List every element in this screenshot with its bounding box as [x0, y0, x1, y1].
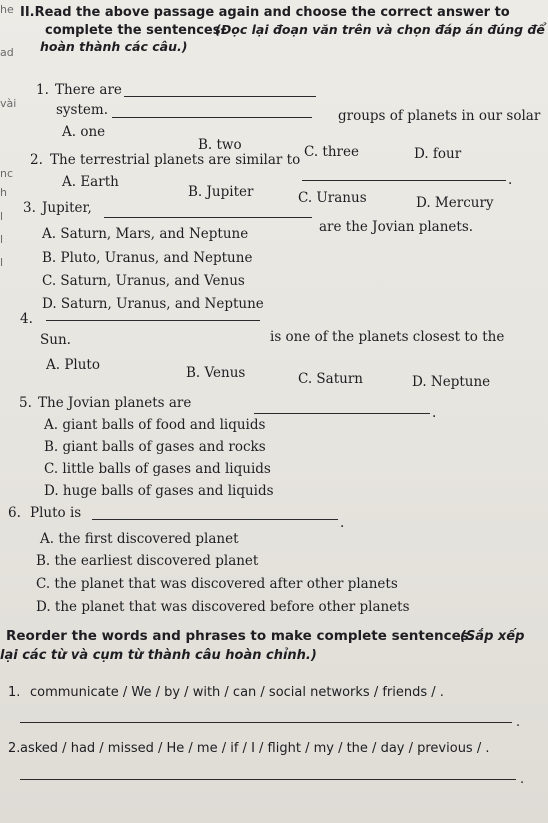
margin-fragment: vài [0, 97, 17, 110]
option-c[interactable]: C. Uranus [298, 190, 367, 206]
question-number: 3. [23, 200, 36, 216]
option-a[interactable]: A. giant balls of food and liquids [44, 417, 266, 433]
option-b[interactable]: B. Pluto, Uranus, and Neptune [42, 250, 253, 266]
reorder-title-vi-cont: lại các từ và cụm từ thành câu hoàn chỉnh.) [0, 648, 317, 663]
question-end: . [340, 515, 345, 531]
answer-blank[interactable] [104, 217, 312, 218]
section-ii-title-vi: (Đọc lại đoạn văn trên và chọn đáp án đúng để [215, 22, 545, 37]
question-tail: Sun. [40, 332, 71, 348]
option-d[interactable]: D. Mercury [416, 195, 494, 211]
option-b[interactable]: B. two [198, 137, 242, 153]
reorder-prompt: communicate / We / by / with / can / social networks / friends / . [30, 685, 444, 700]
option-a[interactable]: A. one [62, 124, 106, 140]
question-number: 4. [20, 311, 33, 327]
reorder-number: 2. [8, 741, 21, 756]
option-d[interactable]: D. the planet that was discovered before other planets [36, 599, 410, 615]
option-b[interactable]: B. Jupiter [188, 184, 254, 200]
question-tail-right: are the Jovian planets. [319, 219, 474, 235]
margin-fragment: nc [0, 167, 14, 180]
reorder-number: 1. [8, 685, 21, 700]
option-b[interactable]: B. giant balls of gases and rocks [44, 439, 266, 455]
question-number: 6. [8, 505, 21, 521]
question-end: . [508, 172, 513, 188]
option-c[interactable]: C. three [304, 144, 359, 160]
option-c[interactable]: C. Saturn [298, 371, 363, 387]
question-number: 1. [36, 82, 49, 98]
option-c[interactable]: C. Saturn, Uranus, and Venus [42, 273, 245, 289]
option-a[interactable]: A. the first discovered planet [40, 531, 239, 547]
answer-blank[interactable] [92, 519, 338, 520]
question-tail-right: is one of the planets closest to the [270, 329, 505, 345]
option-a[interactable]: A. Saturn, Mars, and Neptune [42, 226, 249, 242]
reorder-title: Reorder the words and phrases to make complete sentences. [6, 628, 474, 644]
answer-blank[interactable] [46, 320, 260, 321]
margin-fragment: l [0, 233, 4, 246]
section-ii-title-vi-cont: hoàn thành các câu.) [40, 39, 188, 54]
option-c[interactable]: C. little balls of gases and liquids [44, 461, 271, 477]
option-d[interactable]: D. Neptune [412, 374, 491, 390]
reorder-title-vi: (Sắp xếp [460, 629, 525, 644]
question-number: 2. [30, 152, 43, 168]
answer-line[interactable] [20, 779, 516, 780]
margin-fragment: he [0, 3, 14, 16]
question-lead: The terrestrial planets are similar to [50, 152, 301, 168]
question-end: . [432, 405, 437, 421]
margin-fragment: ad [0, 46, 14, 59]
question-tail: system. [56, 102, 108, 118]
option-c[interactable]: C. the planet that was discovered after other planets [36, 576, 398, 592]
answer-line[interactable] [20, 722, 512, 723]
section-ii-title: II.Read the above passage again and choose the correct answer to [20, 5, 510, 20]
section-ii-title-cont: complete the sentences. [45, 23, 226, 38]
margin-fragment: l [0, 210, 4, 223]
margin-fragment: h [0, 186, 7, 199]
answer-blank[interactable] [112, 117, 312, 118]
option-d[interactable]: D. four [414, 146, 462, 162]
question-lead: The Jovian planets are [38, 395, 192, 411]
question-tail-right: groups of planets in our solar [338, 108, 541, 124]
reorder-prompt: asked / had / missed / He / me / if / I / flight / my / the / day / previous / . [20, 741, 490, 756]
question-lead: Jupiter, [42, 200, 92, 216]
option-d[interactable]: D. huge balls of gases and liquids [44, 483, 274, 499]
option-d[interactable]: D. Saturn, Uranus, and Neptune [42, 296, 264, 312]
question-lead: Pluto is [30, 505, 82, 521]
margin-fragment: l [0, 256, 4, 269]
answer-blank[interactable] [124, 96, 316, 97]
question-number: 5. [19, 395, 32, 411]
option-a[interactable]: A. Pluto [46, 357, 100, 373]
option-a[interactable]: A. Earth [62, 174, 119, 190]
answer-blank[interactable] [254, 413, 430, 414]
question-lead: There are [55, 82, 122, 98]
option-b[interactable]: B. Venus [186, 365, 246, 381]
answer-blank[interactable] [302, 180, 506, 181]
answer-line-end: . [520, 772, 525, 787]
option-b[interactable]: B. the earliest discovered planet [36, 553, 259, 569]
answer-line-end: . [516, 715, 521, 730]
